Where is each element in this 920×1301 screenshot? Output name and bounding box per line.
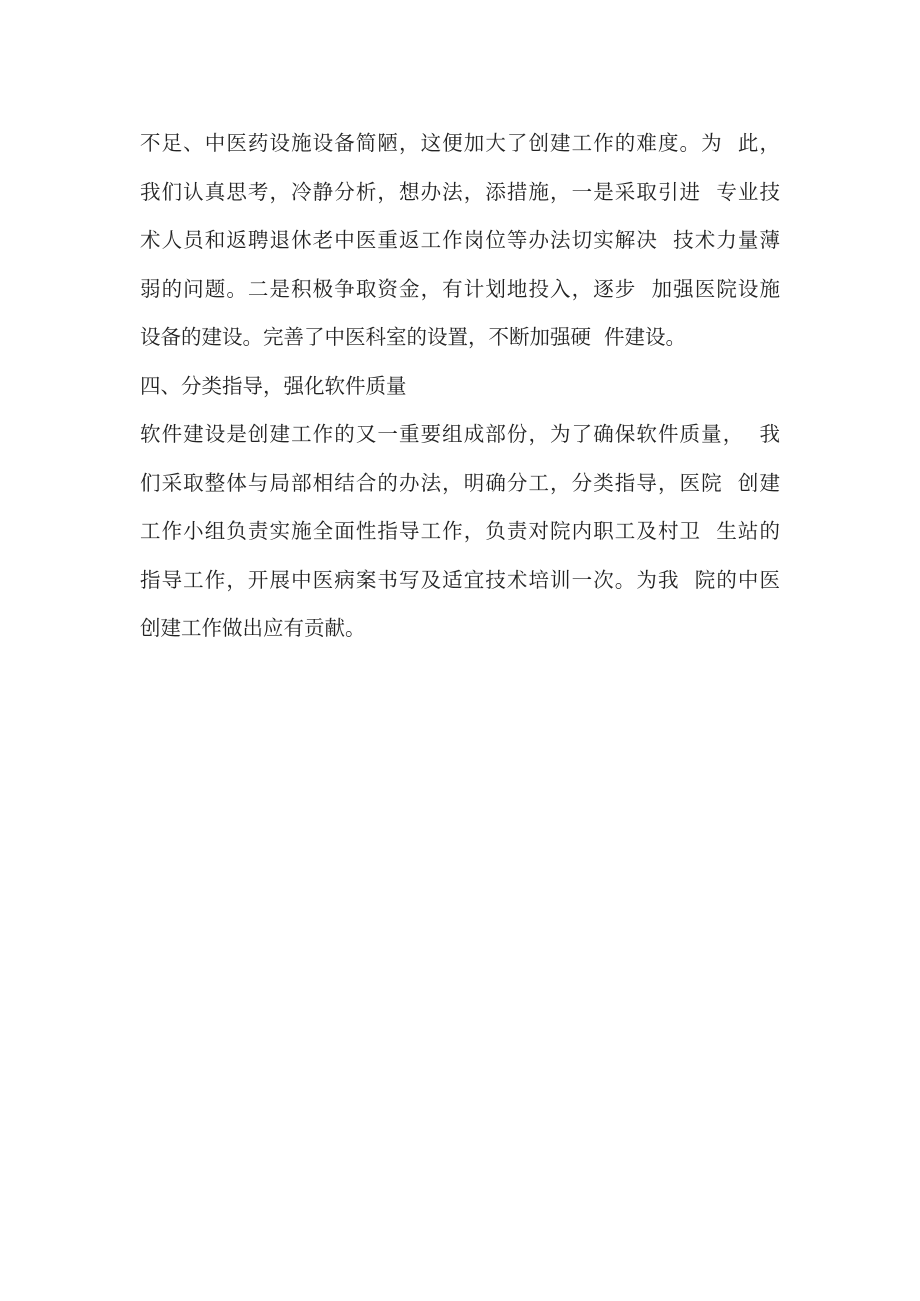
section-heading-text: 四、分类指导，强化软件质量 xyxy=(140,373,407,398)
text-line: 术人员和返聘退休老中医重返工作岗位等办法切实解决 技术力量薄 xyxy=(140,228,780,252)
paragraph-1 xyxy=(140,123,785,366)
document-body xyxy=(140,123,785,657)
text-line: 工作小组负责实施全面性指导工作，负责对院内职工及村卫 生站的 xyxy=(140,519,780,543)
paragraph-2 xyxy=(140,414,785,657)
text-line: 设备的建设。完善了中医科室的设置，不断加强硬 件建设。 xyxy=(140,325,687,349)
text-line: 弱的问题。二是积极争取资金，有计划地投入，逐步 加强医院设施 xyxy=(140,276,780,301)
text-line: 指导工作，开展中医病案书写及适宜技术培训一次。为我 院的中医 xyxy=(140,567,780,592)
text-line: 软件建设是创建工作的又一重要组成部份，为了确保软件质量， 我 xyxy=(140,422,780,446)
section-heading xyxy=(140,366,785,415)
text-line: 创建工作做出应有贡献。 xyxy=(140,616,366,640)
text-line: 不足、中医药设施设备简陋，这便加大了创建工作的难度。为 此， xyxy=(140,131,780,155)
text-line: 我们认真思考，冷静分析，想办法，添措施，一是采取引进 专业技 xyxy=(140,179,780,204)
text-line: 们采取整体与局部相结合的办法，明确分工，分类指导，医院 创建 xyxy=(140,470,780,495)
